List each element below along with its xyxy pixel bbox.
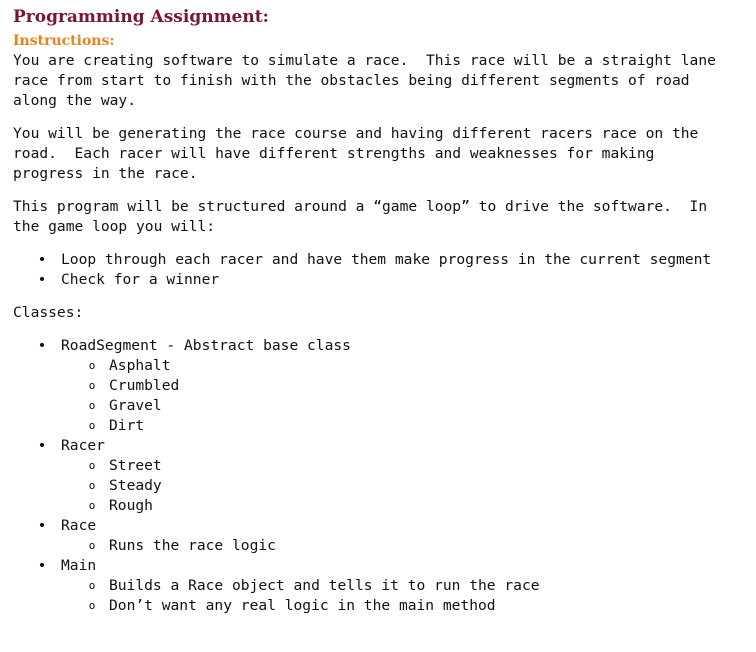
game-loop-list xyxy=(13,250,748,290)
circle-bullet-icon: o xyxy=(88,499,96,512)
list-item xyxy=(13,250,748,270)
subclass-name: Gravel xyxy=(109,397,162,414)
circle-bullet-icon: o xyxy=(88,399,96,412)
circle-bullet-icon: o xyxy=(88,459,96,472)
subclass-name: Runs the race logic xyxy=(109,537,276,554)
page-title: Programming Assignment: xyxy=(13,7,269,27)
subclass-name: Don’t want any real logic in the main method xyxy=(109,597,496,614)
subclass-item xyxy=(13,576,748,596)
subclass-item xyxy=(13,596,748,616)
subclass-name: Crumbled xyxy=(109,377,180,394)
bullet-icon: • xyxy=(37,557,47,574)
list-item xyxy=(13,270,748,290)
class-name: Race xyxy=(61,517,97,534)
classes-label: Classes: xyxy=(13,304,84,321)
circle-bullet-icon: o xyxy=(88,379,96,392)
class-item-main xyxy=(13,556,748,576)
class-name: Racer xyxy=(61,437,105,454)
subclass-item xyxy=(13,356,748,376)
classes-list xyxy=(13,336,748,616)
subclass-item xyxy=(13,396,748,416)
bullet-icon: • xyxy=(37,271,47,288)
subclass-name: Dirt xyxy=(109,417,145,434)
subclass-item xyxy=(13,456,748,476)
instructions-heading: Instructions: xyxy=(13,33,115,49)
subclass-item xyxy=(13,376,748,396)
class-item-race xyxy=(13,516,748,536)
circle-bullet-icon: o xyxy=(88,419,96,432)
paragraph-game-loop: This program will be structured around a “game loop” to drive the software. In the game loop you will: xyxy=(13,198,708,235)
paragraph-intro: You are creating software to simulate a race. This race will be a straight lane race from start to finish with the obstacles being different segments of road along the way. xyxy=(13,52,716,109)
paragraph-course: You will be generating the race course and having different racers race on the road. Each racer will have different strengths and weaknesses for making progress in the race. xyxy=(13,125,699,182)
subclass-name: Builds a Race object and tells it to run the race xyxy=(109,577,540,594)
subclass-name: Steady xyxy=(109,477,162,494)
list-item-text: Loop through each racer and have them make progress in the current segment xyxy=(61,251,712,268)
bullet-icon: • xyxy=(37,251,47,268)
document-page xyxy=(13,6,748,616)
circle-bullet-icon: o xyxy=(88,599,96,612)
bullet-icon: • xyxy=(37,517,47,534)
subclass-item xyxy=(13,476,748,496)
subclass-name: Rough xyxy=(109,497,153,514)
circle-bullet-icon: o xyxy=(88,479,96,492)
class-item-racer xyxy=(13,436,748,456)
class-name: RoadSegment - Abstract base class xyxy=(61,337,351,354)
subclass-name: Asphalt xyxy=(109,357,171,374)
circle-bullet-icon: o xyxy=(88,359,96,372)
subclass-item xyxy=(13,496,748,516)
class-item-roadsegment xyxy=(13,336,748,356)
circle-bullet-icon: o xyxy=(88,539,96,552)
subclass-name: Street xyxy=(109,457,162,474)
class-name: Main xyxy=(61,557,97,574)
bullet-icon: • xyxy=(37,337,47,354)
subclass-item xyxy=(13,416,748,436)
list-item-text: Check for a winner xyxy=(61,271,220,288)
circle-bullet-icon: o xyxy=(88,579,96,592)
subclass-item xyxy=(13,536,748,556)
bullet-icon: • xyxy=(37,437,47,454)
